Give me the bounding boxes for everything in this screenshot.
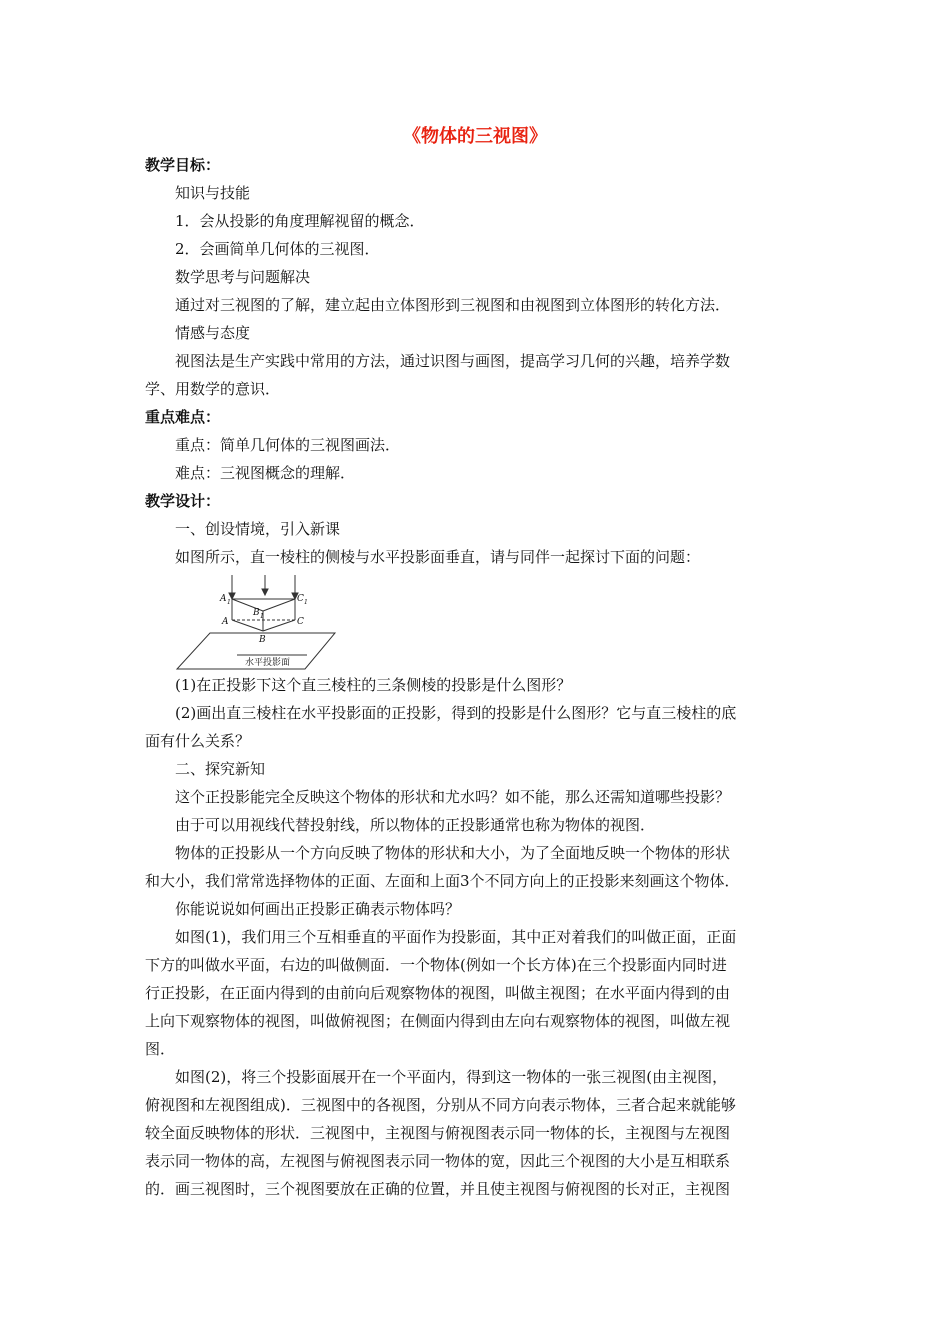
thinking-text: 通过对三视图的了解，建立起由立体图形到三视图和由视图到立体图形的转化方法． [175, 296, 731, 314]
prism-projection-figure [175, 573, 340, 673]
paragraph-6-line-2: 俯视图和左视图组成)．三视图中的各视图，分别从不同方向表示物体，三者合起来就能够 [145, 1096, 736, 1114]
step-1-heading: 一、创设情境，引入新课 [175, 520, 341, 538]
goals-heading: 教学目标： [145, 156, 221, 174]
math-thinking-subheading: 数学思考与问题解决 [175, 268, 311, 286]
question-2-line-1: (2)画出直三棱柱在水平投影面的正投影，得到的投影是什么图形？它与直三棱柱的底 [175, 704, 737, 722]
emotion-text-line-2: 学、用数学的意识． [145, 380, 281, 398]
label-c1-subscript: 1 [304, 599, 308, 606]
label-b1-subscript: 1 [260, 613, 264, 620]
intro-text: 如图所示，直一棱柱的侧棱与水平投影面垂直，请与同伴一起探讨下面的问题： [175, 548, 701, 566]
design-heading: 教学设计： [145, 492, 221, 510]
paragraph-2: 由于可以用视线代替投射线，所以物体的正投影通常也称为物体的视图． [175, 816, 656, 834]
paragraph-3-line-2: 和大小，我们常常选择物体的正面、左面和上面3个不同方向上的正投影来刻画这个物体． [145, 872, 740, 890]
question-2-line-2: 面有什么关系？ [145, 732, 251, 750]
difficult-point: 难点：三视图概念的理解． [175, 464, 356, 482]
paragraph-4: 你能说说如何画出正投影正确表示物体吗？ [175, 900, 461, 918]
goal-2: 2．会画简单几何体的三视图． [175, 240, 380, 258]
paragraph-5-line-1: 如图(1)，我们用三个互相垂直的平面作为投影面，其中正对着我们的叫做正面，正面 [175, 928, 737, 946]
paragraph-6-line-4: 表示同一物体的高，左视图与俯视图表示同一物体的宽，因此三个视图的大小是互相联系 [145, 1152, 731, 1170]
paragraph-5-line-2: 下方的叫做水平面，右边的叫做侧面．一个物体(例如一个长方体)在三个投影面内同时进 [145, 956, 727, 974]
label-a1: A [220, 594, 227, 604]
paragraph-1: 这个正投影能完全反映这个物体的形状和尤水吗？如不能，那么还需知道哪些投影？ [175, 788, 731, 806]
emotion-subheading: 情感与态度 [175, 324, 251, 342]
label-b: B [259, 635, 266, 645]
paragraph-6-line-5: 的．画三视图时，三个视图要放在正确的位置，并且使主视图与俯视图的长对正，主视图 [145, 1180, 731, 1198]
question-1: (1)在正投影下这个直三棱柱的三条侧棱的投影是什么图形？ [175, 676, 572, 694]
knowledge-skill-subheading: 知识与技能 [175, 184, 251, 202]
step-2-heading: 二、探究新知 [175, 760, 266, 778]
prism-projection-diagram [175, 573, 340, 673]
plane-label: 水平投影面 [245, 658, 291, 668]
label-b1: B [253, 608, 260, 618]
label-c: C [297, 617, 304, 627]
paragraph-6-line-3: 较全面反映物体的形状．三视图中，主视图与俯视图表示同一物体的长，主视图与左视图 [145, 1124, 731, 1142]
emotion-text-line-1: 视图法是生产实践中常用的方法，通过识图与画图，提高学习几何的兴趣，培养学数 [175, 352, 731, 370]
paragraph-5-line-5: 图． [145, 1040, 176, 1058]
paragraph-3-line-1: 物体的正投影从一个方向反映了物体的形状和大小，为了全面地反映一个物体的形状 [175, 844, 731, 862]
paragraph-5-line-4: 上向下观察物体的视图，叫做俯视图；在侧面内得到由左向右观察物体的视图，叫做左视 [145, 1012, 731, 1030]
paragraph-5-line-3: 行正投影，在正面内得到的由前向后观察物体的视图，叫做主视图；在水平面内得到的由 [145, 984, 731, 1002]
goal-1: 1．会从投影的角度理解视留的概念． [175, 212, 425, 230]
document-title: 《物体的三视图》 [403, 126, 547, 147]
label-a: A [222, 617, 229, 627]
paragraph-6-line-1: 如图(2)，将三个投影面展开在一个平面内，得到这一物体的一张三视图(由主视图， [175, 1068, 728, 1086]
label-a1-subscript: 1 [227, 599, 231, 606]
key-point: 重点：简单几何体的三视图画法． [175, 436, 401, 454]
label-c1: C [297, 594, 304, 604]
key-points-heading: 重点难点： [145, 408, 221, 426]
